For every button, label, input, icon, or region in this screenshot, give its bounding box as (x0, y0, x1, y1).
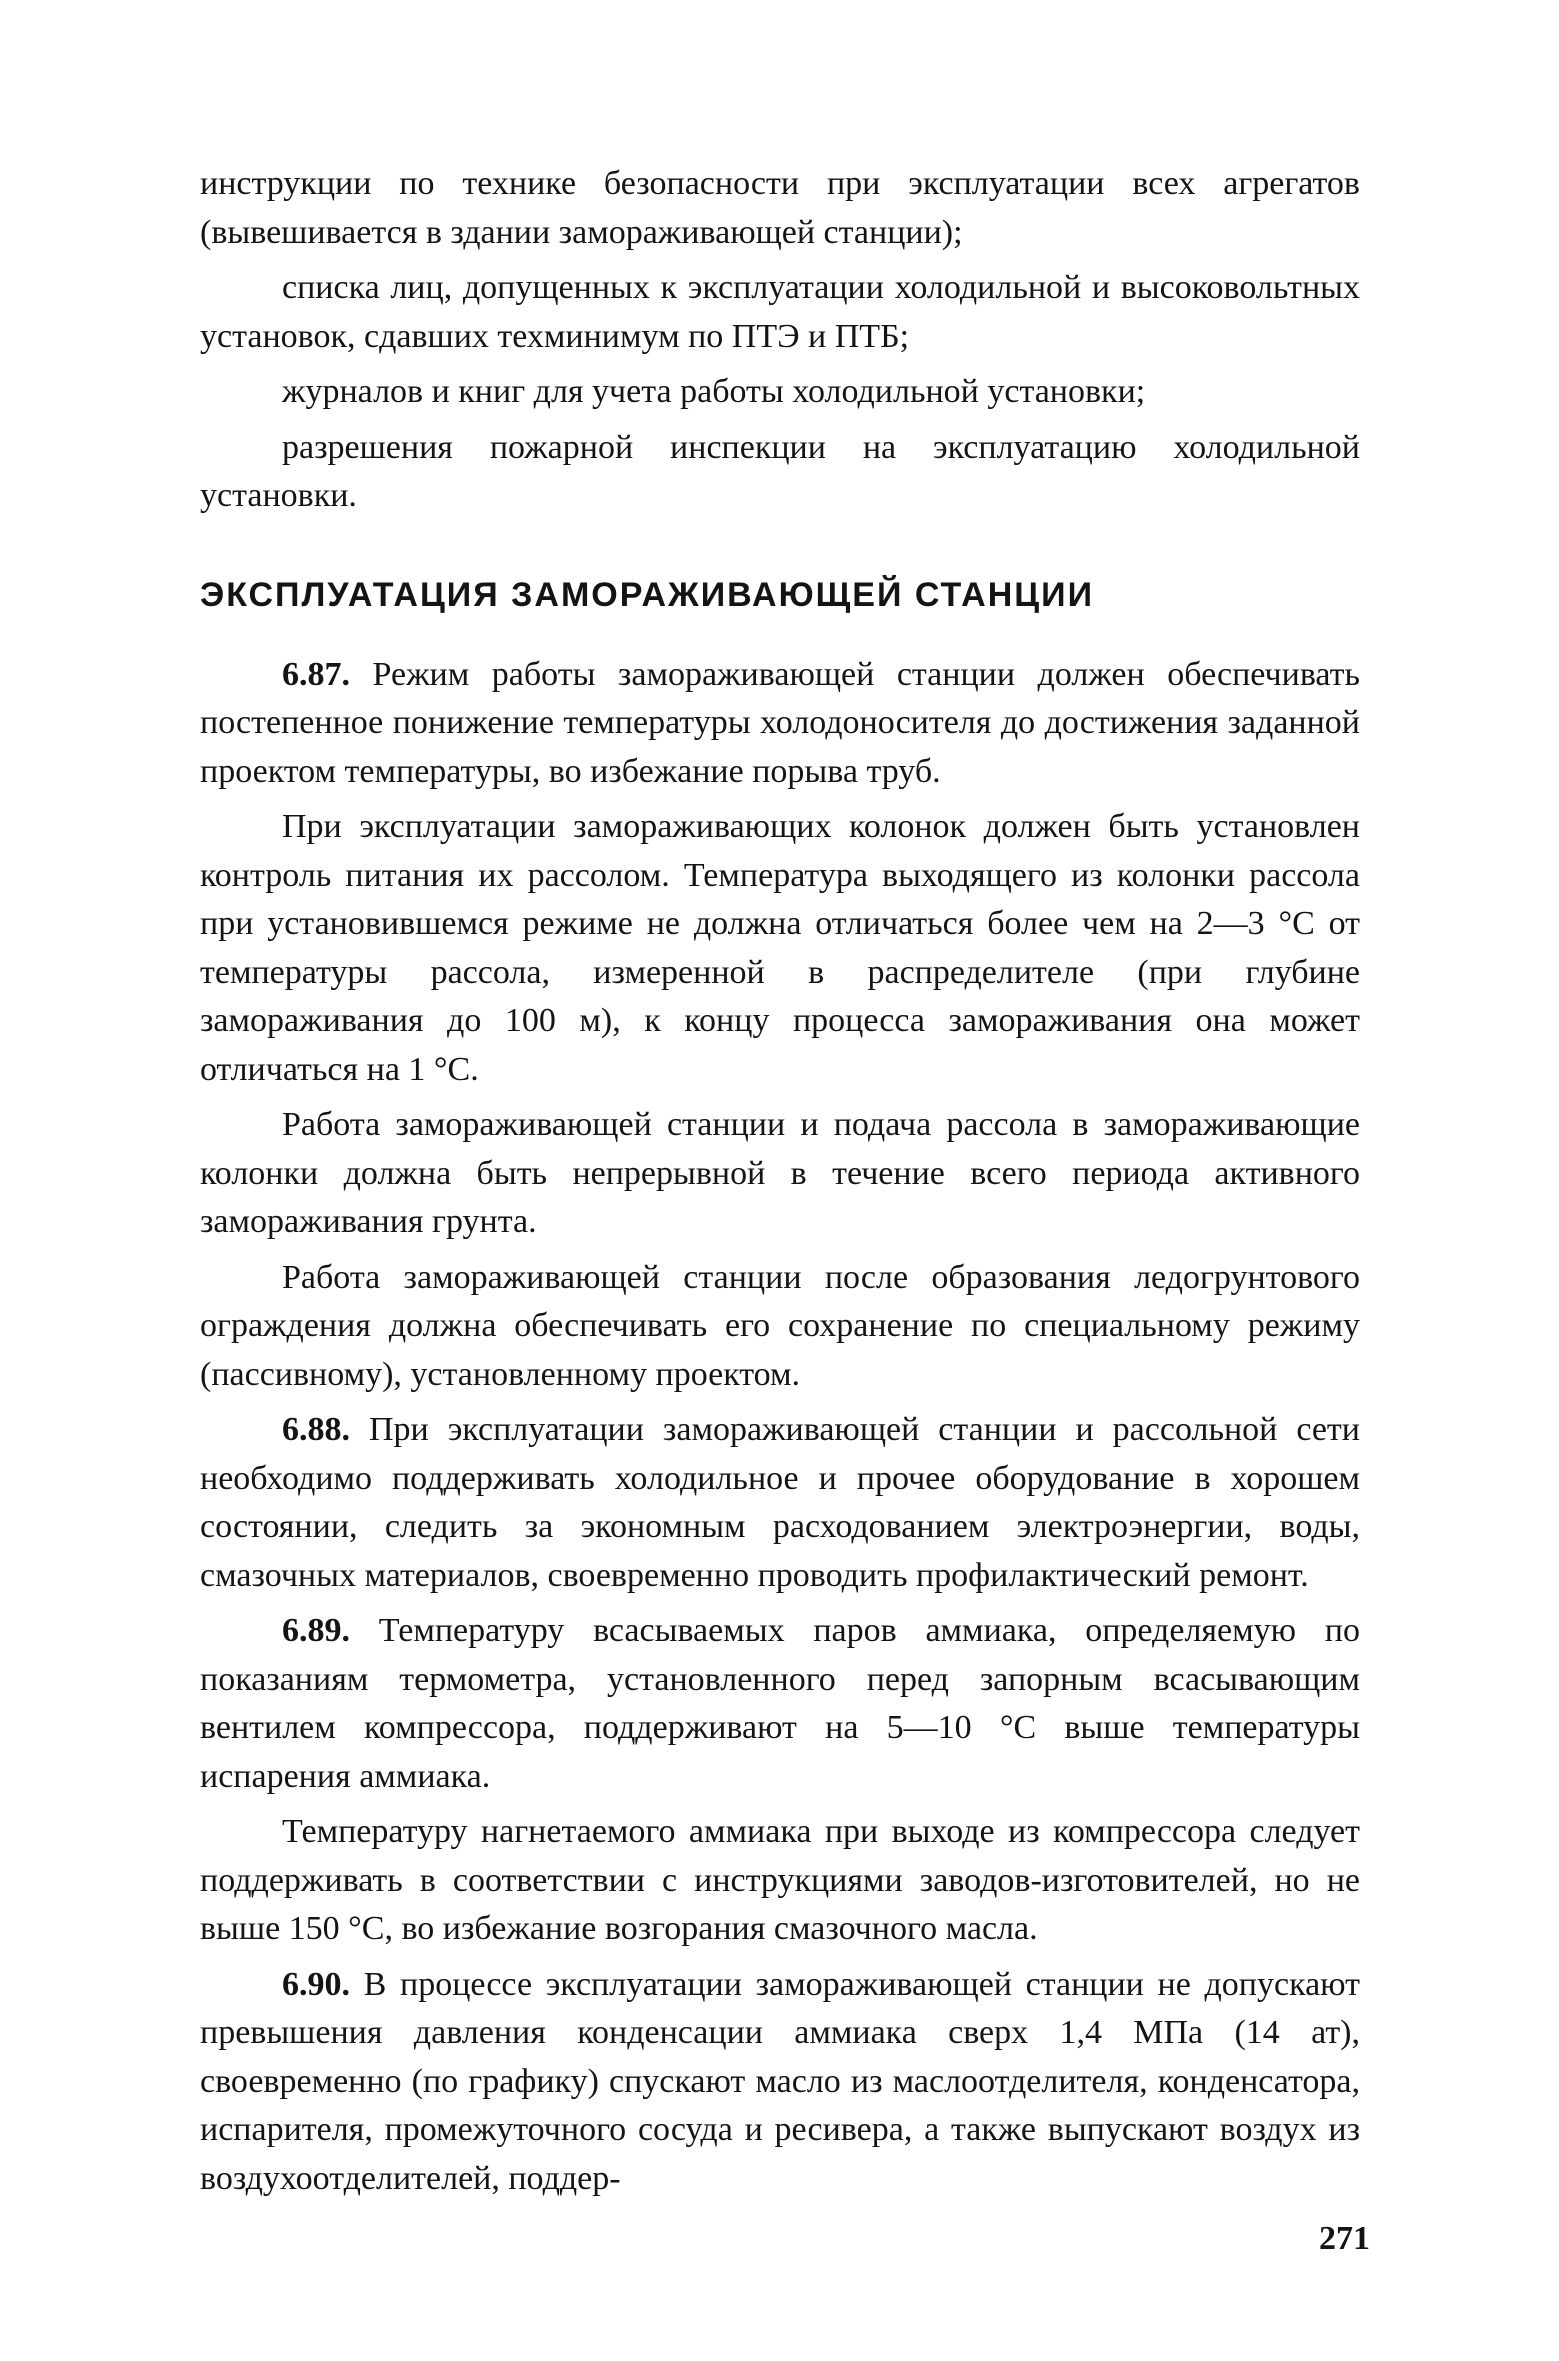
intro-paragraph-3: журналов и книг для учета работы холодильной установки; (282, 373, 1146, 410)
intro-paragraph-2: списка лиц, допущенных к эксплуатации холодильной и высоковольтных установок, сдавших техминимум по ПТЭ и ПТБ; (200, 269, 1360, 355)
clause-6-87 (200, 651, 1360, 797)
clause-number: 6.89. (282, 1612, 350, 1649)
clause-6-89-paragraph-2: Температуру нагнетаемого аммиака при выходе из компрессора следует поддерживать в соответствии с инструкциями заводов-изготовителей, но не выше 150 °С, во избежание возгорания смазочного масла. (200, 1813, 1360, 1947)
section-heading: ЭКСПЛУАТАЦИЯ ЗАМОРАЖИВАЮЩЕЙ СТАНЦИИ (200, 575, 1095, 614)
clause-text: При эксплуатации замораживающей станции и рассольной сети необходимо поддерживать холодильное и прочее оборудование в хорошем состоянии, следить за экономным расходованием электроэнергии, воды, смазочных материалов, своевременно проводить профилактический ремонт. (200, 1411, 1360, 1594)
clause-6-90 (200, 1961, 1360, 2204)
clause-text: Режим работы замораживающей станции должен обеспечивать постепенное понижение температуры холодоносителя до достижения заданной проектом температуры, во избежание порыва труб. (200, 655, 1361, 790)
clause-6-87-paragraph-4: Работа замораживающей станции после образования ледогрунтового ограждения должна обеспечивать его сохранение по специальному режиму (пассивному), установленному проектом. (200, 1258, 1360, 1393)
clause-6-89 (200, 1607, 1360, 1801)
clause-6-87-paragraph-2: При эксплуатации замораживающих колонок должен быть установлен контроль питания их рассолом. Температура выходящего из колонки рассола при установившемся режиме не должна отличаться более чем на 2—3 °С от температуры рассола, измеренной в распределителе (при глубине замораживания до 100 м), к концу процесса замораживания она может отличаться на 1 °С. (200, 808, 1360, 1088)
document-page (200, 160, 1360, 2210)
clause-number: 6.88. (282, 1411, 350, 1448)
intro-paragraph-4: разрешения пожарной инспекции на эксплуатацию холодильной установки. (200, 428, 1360, 514)
clause-number: 6.87. (282, 655, 350, 693)
clause-6-87-paragraph-3: Работа замораживающей станции и подача рассола в замораживающие колонки должна быть непрерывной в течение всего периода активного замораживания грунта. (200, 1106, 1360, 1240)
clause-6-88 (200, 1406, 1360, 1600)
page-number: 271 (1319, 2220, 1370, 2257)
clause-text: В процессе эксплуатации замораживающей станции не допускают превышения давления конденсации аммиака сверх 1,4 МПа (14 ат), своевременно (по графику) спускают масло из маслоотделителя, конденсатора, испарителя, промежуточного сосуда и ресивера, а также выпускают воздух из воздухоотделителей, поддер- (200, 1965, 1360, 2197)
intro-paragraph-1: инструкции по технике безопасности при эксплуатации всех агрегатов (вывешивается в здании замораживающей станции); (200, 165, 1360, 251)
clause-number: 6.90. (282, 1965, 350, 2003)
clause-text: Температуру всасываемых паров аммиака, определяемую по показаниям термометра, установленного перед запорным всасывающим вентилем компрессора, поддерживают на 5—10 °С выше температуры испарения аммиака. (200, 1612, 1361, 1795)
